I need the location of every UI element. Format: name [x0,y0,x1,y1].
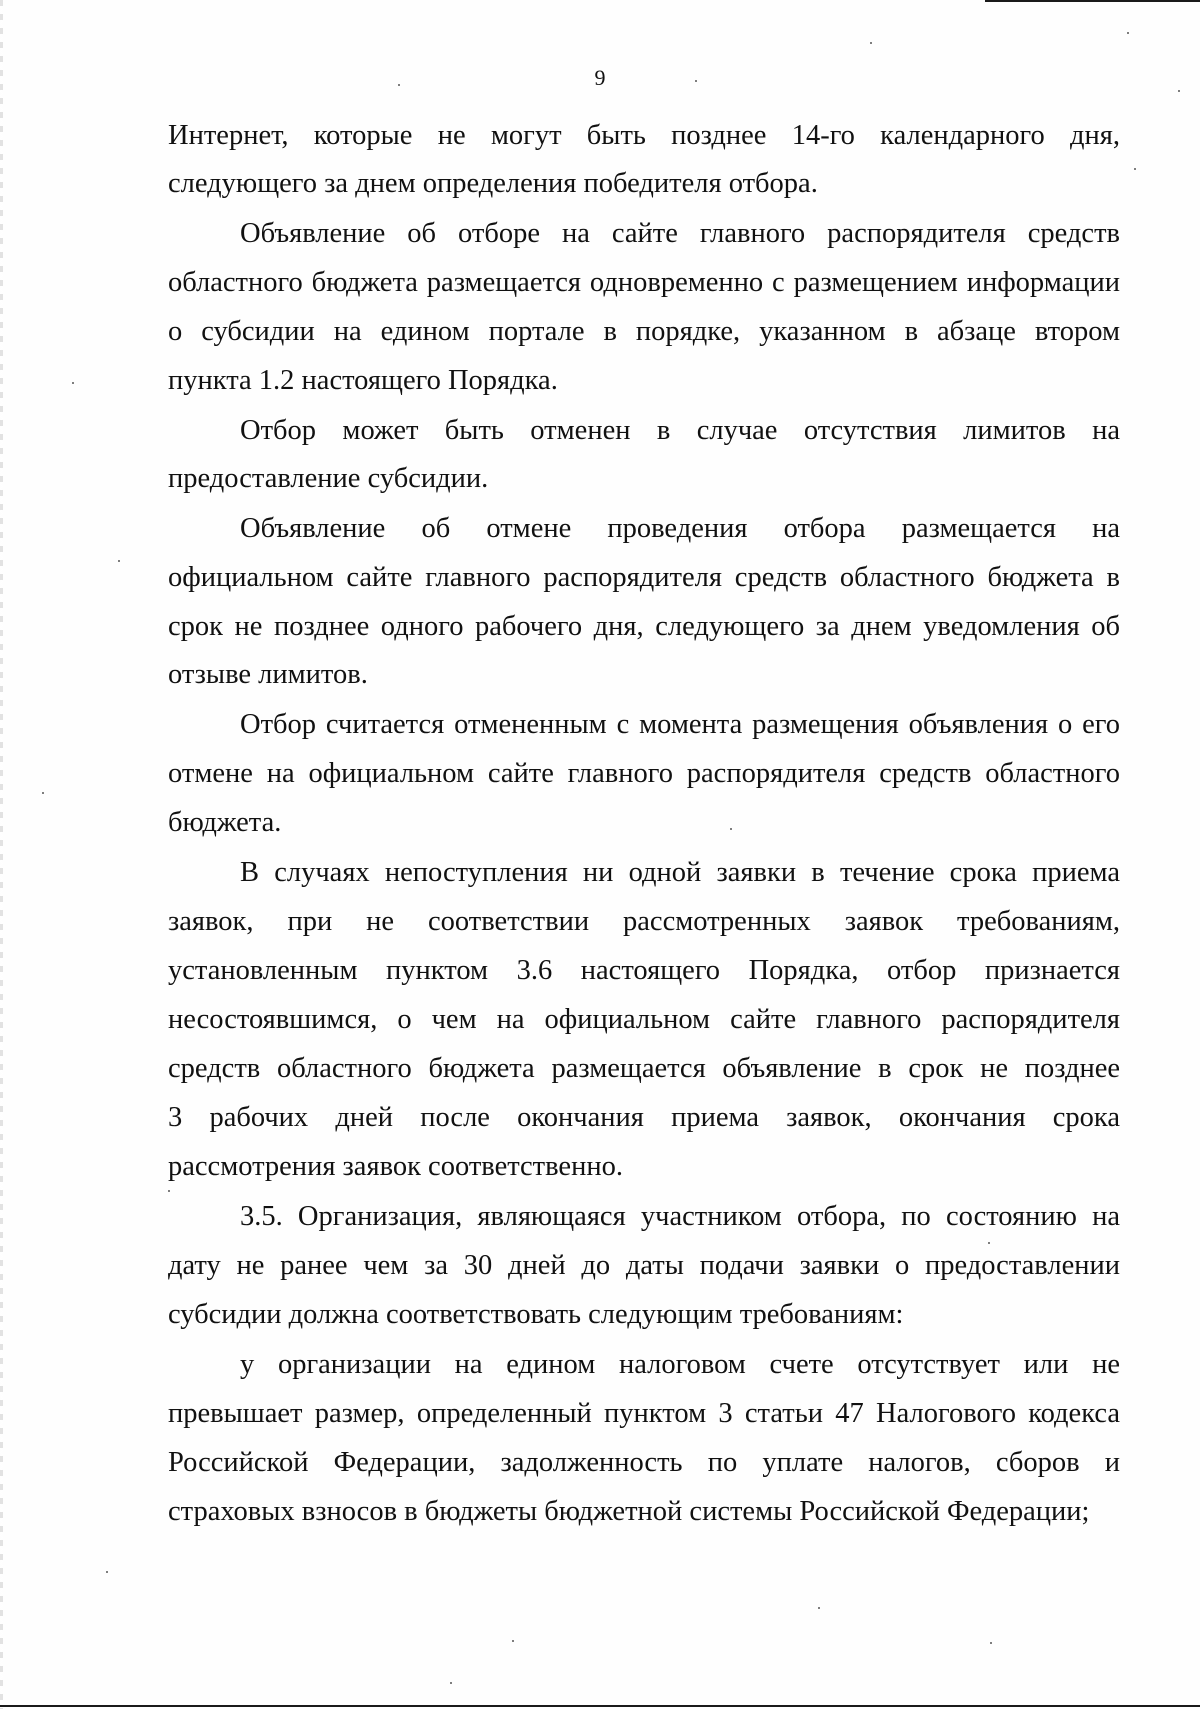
text-line: Отбор считается отмененным с момента размещения объявления о его [240,709,1120,740]
scan-speck [118,560,120,562]
text-line: страховых взносов в бюджеты бюджетной системы Российской Федерации; [168,1496,1090,1527]
scan-top-edge-line [985,0,1200,2]
scan-speck [1134,168,1136,170]
text-line: субсидии должна соответствовать следующим требованиям: [168,1299,904,1330]
scan-left-edge [0,0,3,1709]
text-line: средств областного бюджета размещается объявление в срок не позднее [168,1053,1120,1084]
scan-speck [988,1242,990,1244]
text-line: В случаях непоступления ни одной заявки в течение срока приема [240,857,1120,888]
text-line: официальном сайте главного распорядителя средств областного бюджета в [168,562,1120,593]
text-line: отмене на официальном сайте главного распорядителя средств областного [168,758,1120,789]
text-line: Российской Федерации, задолженность по уплате налогов, сборов и [168,1447,1120,1478]
text-line: превышает размер, определенный пунктом 3 статьи 47 Налогового кодекса [168,1398,1120,1429]
scan-bottom-edge-line [0,1705,1200,1707]
text-line: областного бюджета размещается одновременно с размещением информации [168,267,1120,298]
text-line: заявок, при не соответствии рассмотренных заявок требованиям, [168,906,1120,937]
text-line: отзыве лимитов. [168,659,368,690]
text-line: несостоявшимся, о чем на официальном сайте главного распорядителя [168,1004,1120,1035]
scan-speck [450,1682,452,1684]
text-line: бюджета. [168,807,282,838]
scan-speck [106,1571,108,1573]
page-number: 9 [594,65,606,90]
text-line: срок не позднее одного рабочего дня, следующего за днем уведомления об [168,611,1120,642]
scan-speck [168,1190,170,1192]
text-line: установленным пунктом 3.6 настоящего Порядка, отбор признается [168,955,1120,986]
text-line: дату не ранее чем за 30 дней до даты подачи заявки о предоставлении [168,1250,1120,1281]
text-line: о субсидии на едином портале в порядке, указанном в абзаце втором [168,316,1120,347]
scan-speck [72,382,74,384]
text-line: у организации на едином налоговом счете отсутствует или не [240,1349,1120,1380]
scan-speck [818,1607,820,1609]
text-line: 3 рабочих дней после окончания приема заявок, окончания срока [168,1102,1120,1133]
text-line: Объявление об отмене проведения отбора размещается на [240,513,1120,544]
scan-speck [990,1642,992,1644]
text-line: следующего за днем определения победителя отбора. [168,168,818,199]
scan-speck [1127,32,1129,34]
scan-speck [1178,90,1180,92]
text-line: пункта 1.2 настоящего Порядка. [168,365,558,396]
text-line: Интернет, которые не могут быть позднее 14-го календарного дня, [168,120,1120,151]
scan-speck [42,792,44,794]
text-line: Отбор может быть отменен в случае отсутствия лимитов на [240,415,1120,446]
text-line: предоставление субсидии. [168,463,489,494]
scan-speck [512,1640,514,1642]
text-line: рассмотрения заявок соответственно. [168,1151,623,1182]
text-line: Объявление об отборе на сайте главного распорядителя средств [240,218,1120,249]
scan-speck [870,42,872,44]
text-line: 3.5. Организация, являющаяся участником отбора, по состоянию на [240,1201,1120,1232]
